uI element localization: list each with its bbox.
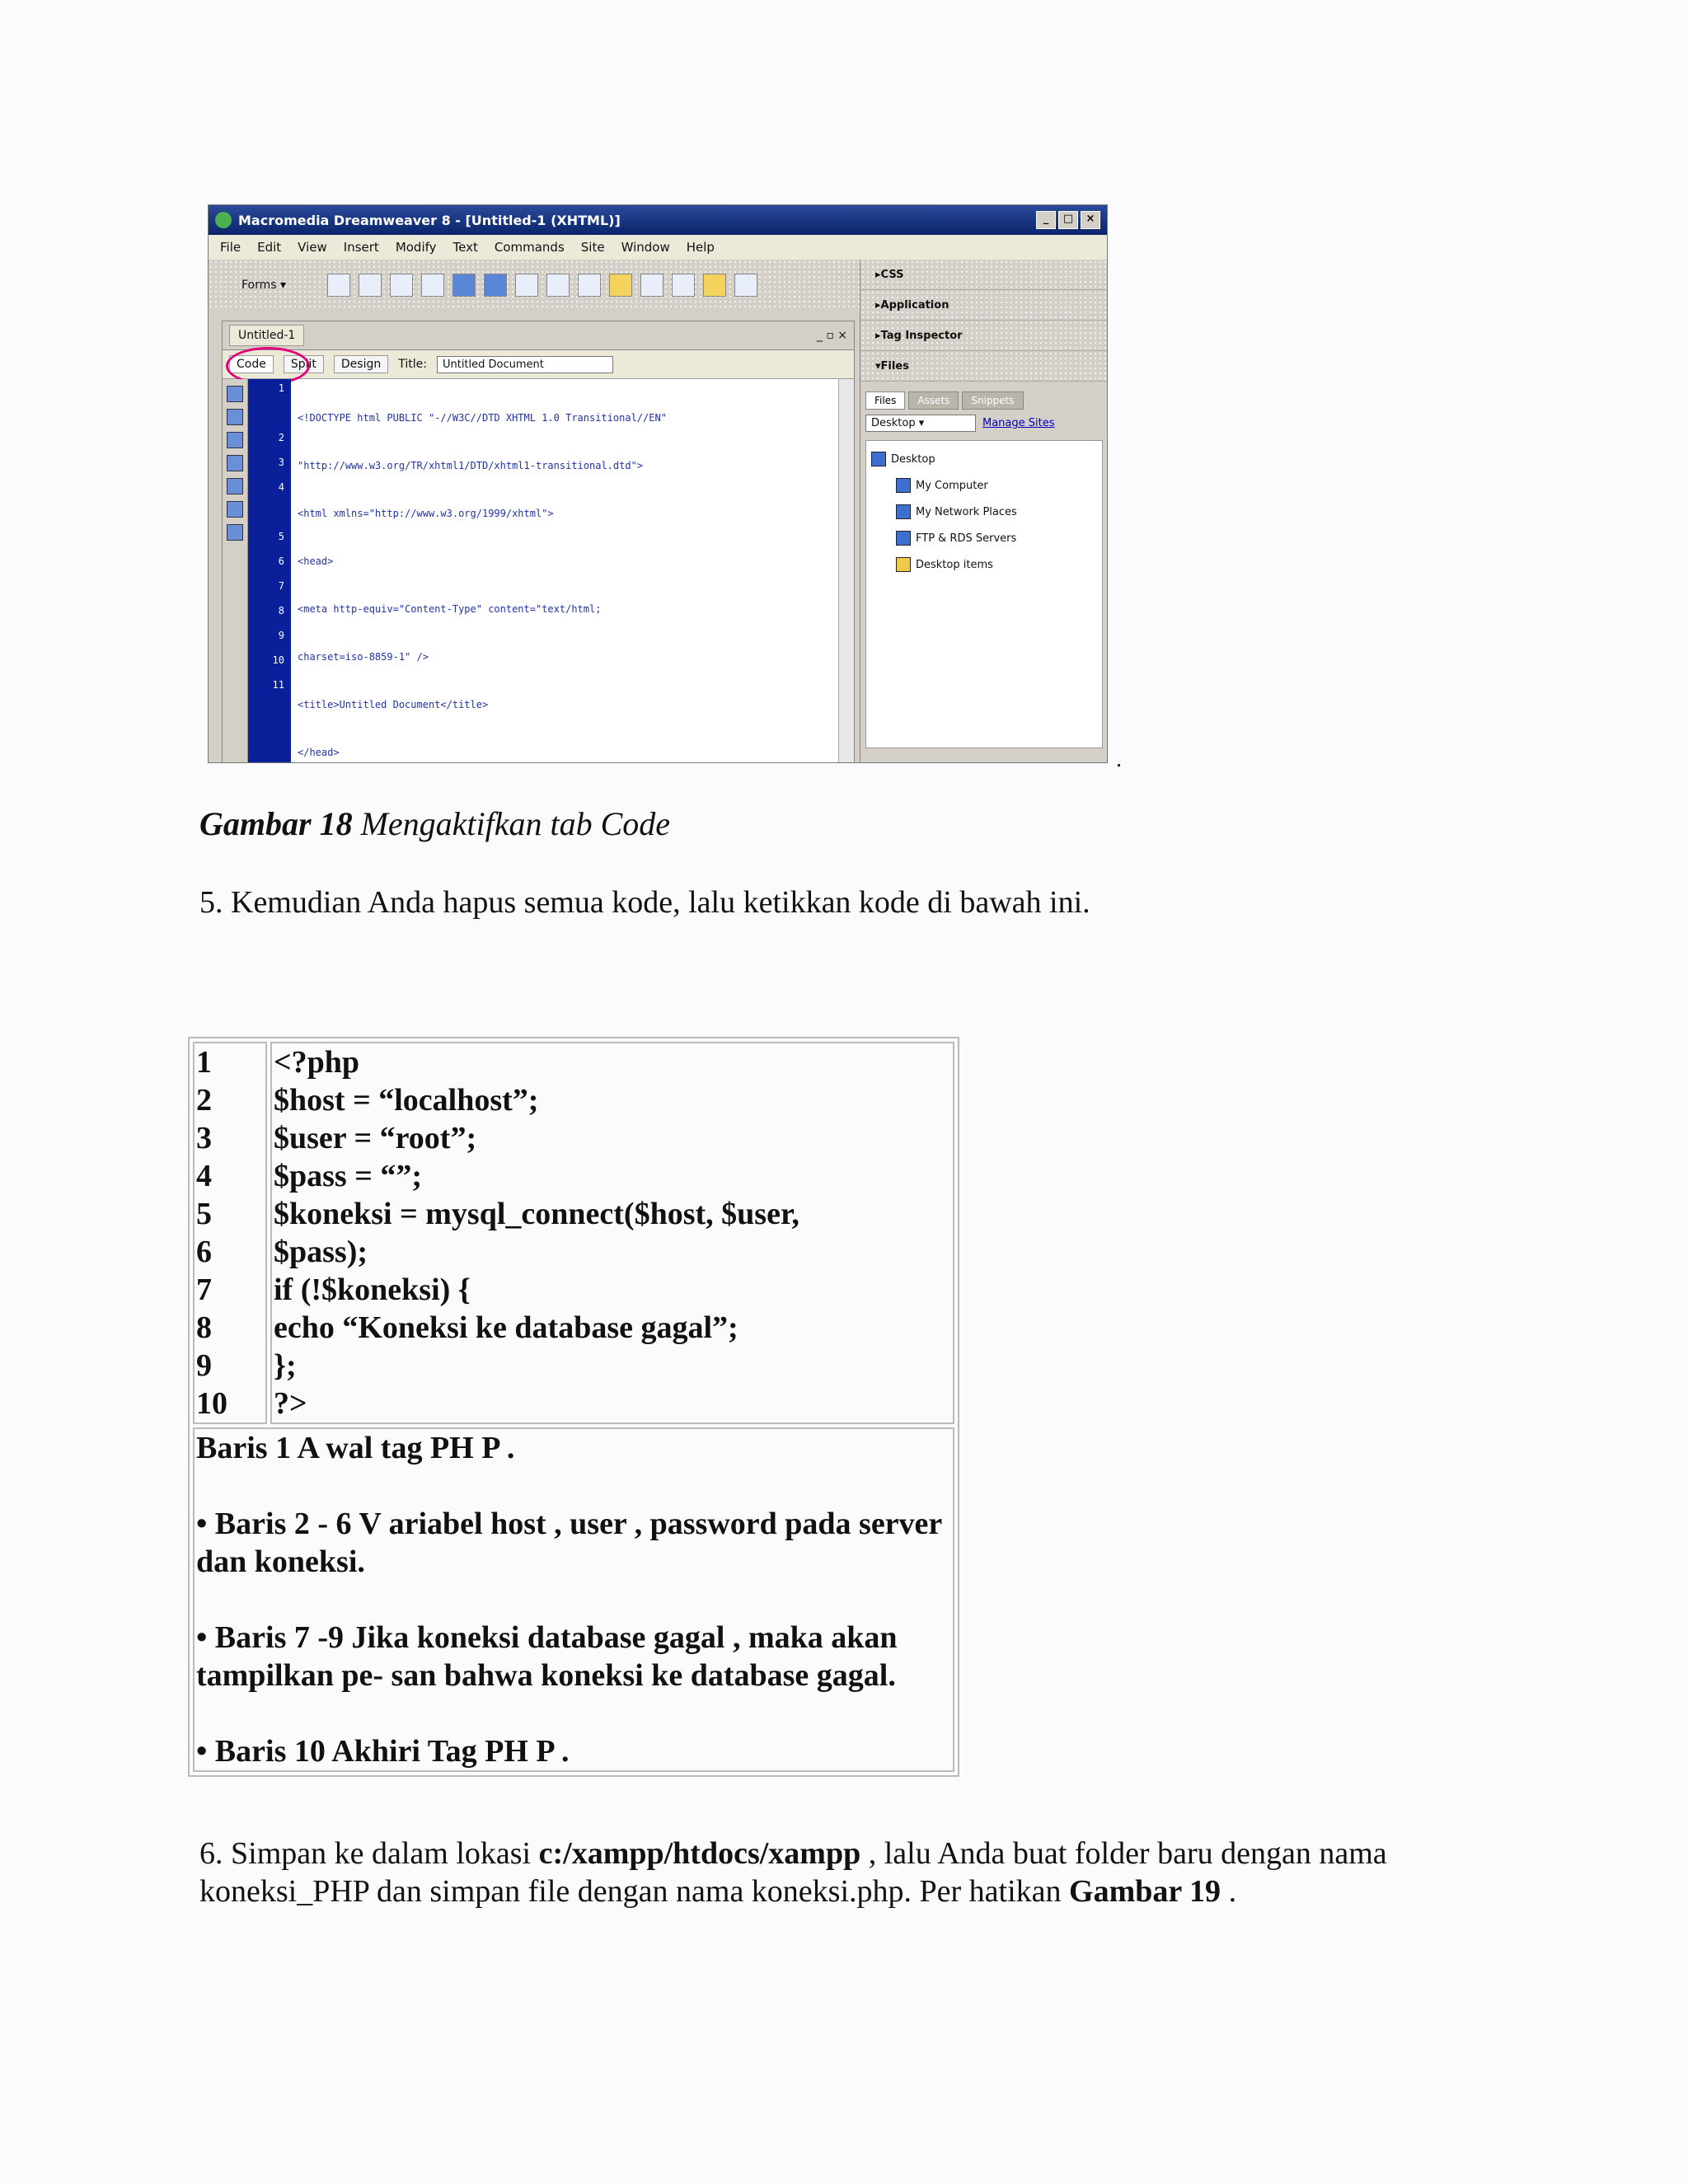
line-number: 4 bbox=[278, 481, 284, 493]
line-number: 4 bbox=[196, 1159, 212, 1193]
site-row bbox=[860, 410, 1108, 437]
coding-tool-icon[interactable] bbox=[227, 386, 243, 402]
line-number: 8 bbox=[196, 1310, 212, 1345]
panel-tag-inspector[interactable]: ▸ Tag Inspector bbox=[860, 321, 1108, 351]
form-icon[interactable] bbox=[327, 274, 350, 297]
line-number bbox=[248, 407, 291, 432]
trailing-dot: . bbox=[1116, 747, 1122, 772]
panel-files[interactable]: ▾ Files bbox=[860, 351, 1108, 382]
code-line: $pass); bbox=[274, 1235, 368, 1269]
line-number: 2 bbox=[196, 1083, 212, 1118]
fieldset-icon[interactable] bbox=[734, 274, 757, 297]
code-view bbox=[223, 379, 854, 763]
code-editor[interactable] bbox=[291, 379, 838, 763]
design-view-button[interactable]: Design bbox=[334, 355, 388, 373]
menu-window[interactable]: Window bbox=[621, 240, 670, 255]
line-number: 6 bbox=[278, 555, 284, 567]
tree-item-label: FTP & RDS Servers bbox=[916, 532, 1017, 545]
menu-text[interactable]: Text bbox=[452, 240, 478, 255]
manage-sites-link[interactable]: Manage Sites bbox=[982, 417, 1055, 429]
file-tree bbox=[865, 440, 1103, 748]
insert-category-dropdown[interactable]: Forms ▾ bbox=[241, 279, 287, 292]
tree-item-label: Desktop bbox=[891, 452, 935, 466]
document-title-input[interactable]: Untitled Document bbox=[437, 356, 613, 373]
insert-category-label: Forms bbox=[241, 279, 277, 292]
files-tab[interactable]: Files bbox=[865, 391, 905, 410]
checkbox-icon[interactable] bbox=[452, 274, 476, 297]
line-number: 3 bbox=[278, 457, 284, 468]
panel-css[interactable]: ▸ CSS bbox=[860, 260, 1108, 290]
title-label: Title: bbox=[398, 358, 427, 371]
code-line: <title>Untitled Document</title> bbox=[298, 699, 489, 710]
site-select[interactable]: Desktop ▾ bbox=[865, 415, 976, 432]
code-explanation bbox=[193, 1427, 954, 1772]
line-number: 9 bbox=[278, 630, 284, 641]
desktop-icon bbox=[871, 452, 886, 466]
code-line: if (!$koneksi) { bbox=[274, 1272, 471, 1307]
split-view-button[interactable]: Split bbox=[284, 355, 324, 373]
code-line: ?> bbox=[274, 1386, 307, 1421]
tree-item-desktop-items[interactable] bbox=[871, 551, 1097, 578]
coding-tool-icon[interactable] bbox=[227, 409, 243, 425]
network-icon bbox=[896, 504, 911, 519]
document-window bbox=[222, 321, 855, 763]
menu-help[interactable]: Help bbox=[686, 240, 715, 255]
menu-commands[interactable]: Commands bbox=[494, 240, 565, 255]
line-number: 9 bbox=[196, 1348, 212, 1383]
coding-tool-icon[interactable] bbox=[227, 501, 243, 518]
code-line: </head> bbox=[298, 747, 340, 758]
line-number: 7 bbox=[196, 1272, 212, 1307]
figure-number: Gambar 18 bbox=[199, 805, 353, 842]
coding-toolbar bbox=[223, 379, 248, 763]
folder-icon bbox=[896, 557, 911, 572]
line-number: 5 bbox=[278, 531, 284, 542]
coding-tool-icon[interactable] bbox=[227, 455, 243, 471]
panel-tag-inspector-label: Tag Inspector bbox=[880, 329, 963, 342]
line-number: 11 bbox=[272, 679, 284, 691]
coding-tool-icon[interactable] bbox=[227, 432, 243, 448]
tree-item-my-computer[interactable] bbox=[871, 472, 1097, 499]
code-line: }; bbox=[274, 1348, 297, 1383]
line-number: 1 bbox=[278, 382, 284, 394]
code-line: <html xmlns="http://www.w3.org/1999/xhtml"> bbox=[298, 508, 554, 519]
code-line: <?php bbox=[274, 1045, 360, 1080]
coding-tool-icon[interactable] bbox=[227, 524, 243, 541]
figure-reference: Gambar 19 bbox=[1069, 1874, 1221, 1909]
step-5-paragraph: 5. Kemudian Anda hapus semua kode, lalu ketikkan kode di bawah ini. bbox=[199, 885, 1090, 920]
step-6-prefix: 6. Simpan ke dalam lokasi bbox=[199, 1836, 539, 1871]
assets-tab[interactable]: Assets bbox=[908, 391, 959, 410]
hidden-field-icon[interactable] bbox=[390, 274, 413, 297]
line-number: 10 bbox=[196, 1386, 227, 1421]
line-number: 1 bbox=[196, 1045, 212, 1080]
menu-site[interactable]: Site bbox=[580, 240, 605, 255]
menu-view[interactable]: View bbox=[298, 240, 327, 255]
document-tab-bar bbox=[223, 321, 854, 350]
figure-caption bbox=[199, 804, 670, 843]
line-number-gutter bbox=[248, 379, 291, 763]
text-field-icon[interactable] bbox=[359, 274, 382, 297]
button-icon[interactable] bbox=[672, 274, 695, 297]
explanation-item: • Baris 2 - 6 V ariabel host , user , password pada server dan koneksi. bbox=[196, 1507, 942, 1579]
code-line: echo “Koneksi ke database gagal”; bbox=[274, 1310, 738, 1345]
line-number: 7 bbox=[278, 580, 284, 592]
panel-group bbox=[860, 260, 1108, 762]
menu-edit[interactable]: Edit bbox=[257, 240, 282, 255]
document-tab[interactable]: Untitled-1 bbox=[229, 325, 304, 346]
code-table bbox=[188, 1037, 959, 1777]
label-icon[interactable] bbox=[703, 274, 726, 297]
tree-item-ftp-servers[interactable] bbox=[871, 525, 1097, 551]
panel-css-label: CSS bbox=[880, 268, 904, 281]
tree-item-label: My Network Places bbox=[916, 505, 1017, 518]
line-number: 10 bbox=[272, 654, 284, 666]
files-tab-bar bbox=[860, 382, 1108, 410]
panel-application-label: Application bbox=[880, 298, 950, 312]
window-title: Macromedia Dreamweaver 8 - [Untitled-1 (XHTML)] bbox=[238, 212, 621, 228]
code-line: <head> bbox=[298, 555, 334, 567]
textarea-icon[interactable] bbox=[421, 274, 444, 297]
code-line: <meta http-equiv="Content-Type" content="text/html; bbox=[298, 603, 602, 615]
explanation-item: Baris 1 A wal tag PH P . bbox=[196, 1431, 515, 1465]
line-number: 6 bbox=[196, 1235, 212, 1269]
panel-application[interactable]: ▸ Application bbox=[860, 290, 1108, 321]
document-toolbar bbox=[223, 350, 854, 379]
document-window-controls[interactable]: _ ▫ × bbox=[816, 329, 847, 342]
figure-description: Mengaktifkan tab Code bbox=[352, 805, 671, 842]
explanation-item: • Baris 10 Akhiri Tag PH P . bbox=[196, 1734, 570, 1769]
tree-item-label: Desktop items bbox=[916, 558, 993, 571]
line-number: 5 bbox=[196, 1197, 212, 1231]
window-titlebar bbox=[209, 205, 1107, 235]
menu-modify[interactable]: Modify bbox=[395, 240, 437, 255]
line-number bbox=[248, 506, 291, 531]
snippets-tab[interactable]: Snippets bbox=[962, 391, 1023, 410]
xampp-path: c:/xampp/htdocs/xampp bbox=[538, 1836, 861, 1871]
tree-item-desktop[interactable] bbox=[871, 446, 1097, 472]
radio-button-icon[interactable] bbox=[484, 274, 507, 297]
dreamweaver-logo-icon bbox=[215, 212, 232, 228]
code-line: "http://www.w3.org/TR/xhtml1/DTD/xhtml1-transitional.dtd"> bbox=[298, 460, 644, 471]
insert-toolbar bbox=[209, 260, 860, 311]
code-line: <!DOCTYPE html PUBLIC "-//W3C//DTD XHTML 1.0 Transitional//EN" bbox=[298, 412, 667, 424]
list-menu-icon[interactable] bbox=[546, 274, 570, 297]
menu-bar bbox=[209, 235, 1107, 260]
tree-item-network-places[interactable] bbox=[871, 499, 1097, 525]
code-line: charset=iso-8859-1" /> bbox=[298, 651, 429, 663]
menu-insert[interactable]: Insert bbox=[343, 240, 379, 255]
site-select-value: Desktop bbox=[871, 417, 916, 429]
menu-file[interactable]: File bbox=[220, 240, 241, 255]
minimize-icon[interactable]: _ bbox=[1036, 211, 1056, 229]
image-field-icon[interactable] bbox=[609, 274, 632, 297]
line-number: 3 bbox=[196, 1121, 212, 1155]
line-number: 2 bbox=[278, 432, 284, 443]
code-line-numbers bbox=[193, 1042, 267, 1424]
code-view-button[interactable]: Code bbox=[229, 355, 274, 373]
tree-item-label: My Computer bbox=[916, 479, 988, 492]
code-line: $host = “localhost”; bbox=[274, 1083, 539, 1118]
panel-files-label: Files bbox=[880, 359, 909, 373]
step-6-paragraph bbox=[199, 1835, 1518, 1910]
code-line: $koneksi = mysql_connect($host, $user, bbox=[274, 1197, 799, 1231]
code-line: $user = “root”; bbox=[274, 1121, 477, 1155]
file-field-icon[interactable] bbox=[640, 274, 663, 297]
line-number: 8 bbox=[278, 605, 284, 616]
maximize-icon[interactable]: □ bbox=[1058, 211, 1078, 229]
code-line: $pass = “”; bbox=[274, 1159, 423, 1193]
php-code bbox=[270, 1042, 954, 1424]
server-icon bbox=[896, 531, 911, 546]
computer-icon bbox=[896, 478, 911, 493]
coding-tool-icon[interactable] bbox=[227, 478, 243, 494]
radio-group-icon[interactable] bbox=[515, 274, 538, 297]
explanation-item: • Baris 7 -9 Jika koneksi database gagal , maka akan tampilkan pe- san bahwa koneksi ke database gagal. bbox=[196, 1620, 898, 1693]
jump-menu-icon[interactable] bbox=[578, 274, 601, 297]
dreamweaver-screenshot bbox=[208, 204, 1108, 763]
step-6-middle: , lalu Anda buat folder baru dengan nama koneksi_PHP dan simpan file dengan nama koneksi.php. Per hatikan bbox=[199, 1836, 1387, 1909]
step-6-suffix: . bbox=[1221, 1874, 1237, 1909]
vertical-scrollbar[interactable] bbox=[838, 379, 854, 763]
close-icon[interactable]: × bbox=[1081, 211, 1100, 229]
